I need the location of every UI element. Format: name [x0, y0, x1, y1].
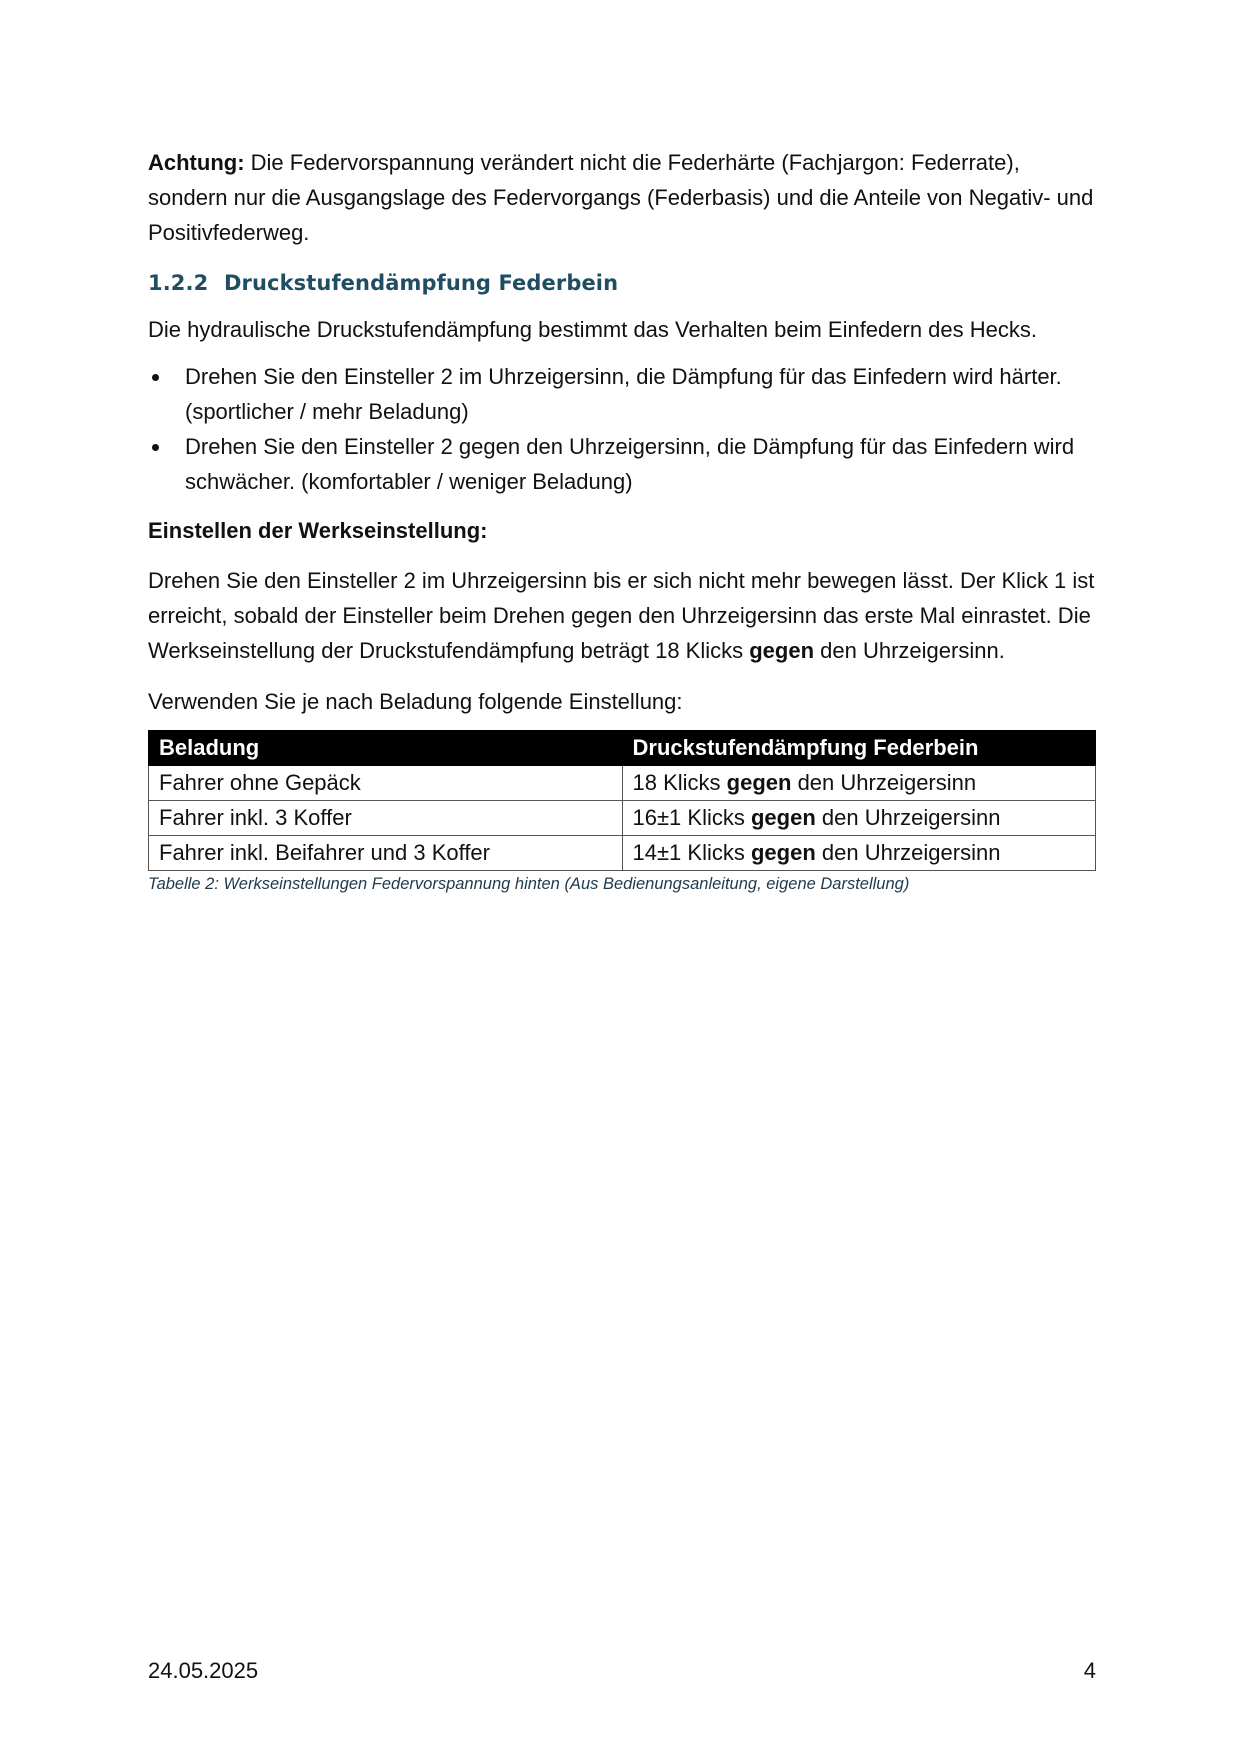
settings-table: [148, 730, 1096, 871]
column-header-load: Beladung: [149, 731, 623, 766]
warning-label: Achtung:: [148, 150, 245, 175]
section-number: 1.2.2: [148, 271, 209, 295]
warning-paragraph: [148, 145, 1096, 250]
intro-paragraph: Die hydraulische Druckstufendämpfung bestimmt das Verhalten beim Einfedern des Hecks.: [148, 317, 1038, 342]
factory-text-end: den Uhrzeigersinn.: [814, 638, 1005, 663]
table-lead-paragraph: Verwenden Sie je nach Beladung folgende Einstellung:: [148, 689, 683, 714]
cell-damping-value: 14±1 Klicks: [632, 840, 751, 865]
footer-date: 24.05.2025: [148, 1658, 259, 1683]
cell-load: Fahrer inkl. Beifahrer und 3 Koffer: [149, 836, 623, 871]
cell-damping-rest: den Uhrzeigersinn: [815, 805, 1001, 830]
list-item: [148, 359, 1096, 429]
cell-damping-bold: gegen: [750, 840, 816, 865]
list-item-text: Drehen Sie den Einsteller 2 gegen den Uhrzeigersinn, die Dämpfung für das Einfedern wird schwächer. (komfortabler / weniger Beladung): [185, 434, 1075, 494]
bullet-icon: [152, 374, 159, 381]
section-heading: [148, 268, 1096, 298]
factory-text-start: Drehen Sie den Einsteller 2 im Uhrzeigersinn bis er sich nicht mehr bewegen lässt. Der Klick 1 ist erreicht, sobald der Einsteller beim Drehen gegen den Uhrzeigersinn das erste Mal einrastet. Die Werkseinstellung der Druckstufendämpfung beträgt 18 Klicks: [148, 568, 1095, 663]
bullet-icon: [152, 444, 159, 451]
column-header-damping: Druckstufendämpfung Federbein: [622, 731, 1096, 766]
cell-damping-value: 18 Klicks: [632, 770, 727, 795]
cell-damping: [622, 766, 1096, 801]
document-page: [148, 145, 1096, 895]
factory-text-bold: gegen: [749, 638, 815, 663]
factory-setting-heading: Einstellen der Werkseinstellung:: [148, 518, 488, 543]
cell-damping-bold: gegen: [726, 770, 792, 795]
cell-load: Fahrer ohne Gepäck: [149, 766, 623, 801]
page-number: 4: [1083, 1658, 1096, 1683]
cell-damping-value: 16±1 Klicks: [632, 805, 751, 830]
cell-damping: [622, 836, 1096, 871]
cell-damping-rest: den Uhrzeigersinn: [815, 840, 1001, 865]
table-row: [149, 801, 1096, 836]
cell-damping-rest: den Uhrzeigersinn: [791, 770, 977, 795]
cell-load: Fahrer inkl. 3 Koffer: [149, 801, 623, 836]
warning-text: Die Federvorspannung verändert nicht die Federhärte (Fachjargon: Federrate), sondern nur die Ausgangslage des Federvorgangs (Federbasis) und die Anteile von Negativ- und Positivfederweg.: [148, 150, 1094, 245]
factory-setting-paragraph: [148, 563, 1096, 668]
list-item: [148, 429, 1096, 499]
list-item-text: Drehen Sie den Einsteller 2 im Uhrzeigersinn, die Dämpfung für das Einfedern wird härter. (sportlicher / mehr Beladung): [185, 364, 1062, 424]
table-header-row: [149, 731, 1096, 766]
table-caption: Tabelle 2: Werkseinstellungen Federvorspannung hinten (Aus Bedienungsanleitung, eigene Darstellung): [148, 875, 910, 893]
table-row: [149, 836, 1096, 871]
cell-damping-bold: gegen: [750, 805, 816, 830]
section-title: Druckstufendämpfung Federbein: [224, 271, 619, 295]
table-row: [149, 766, 1096, 801]
cell-damping: [622, 801, 1096, 836]
instruction-list: [148, 359, 1096, 499]
